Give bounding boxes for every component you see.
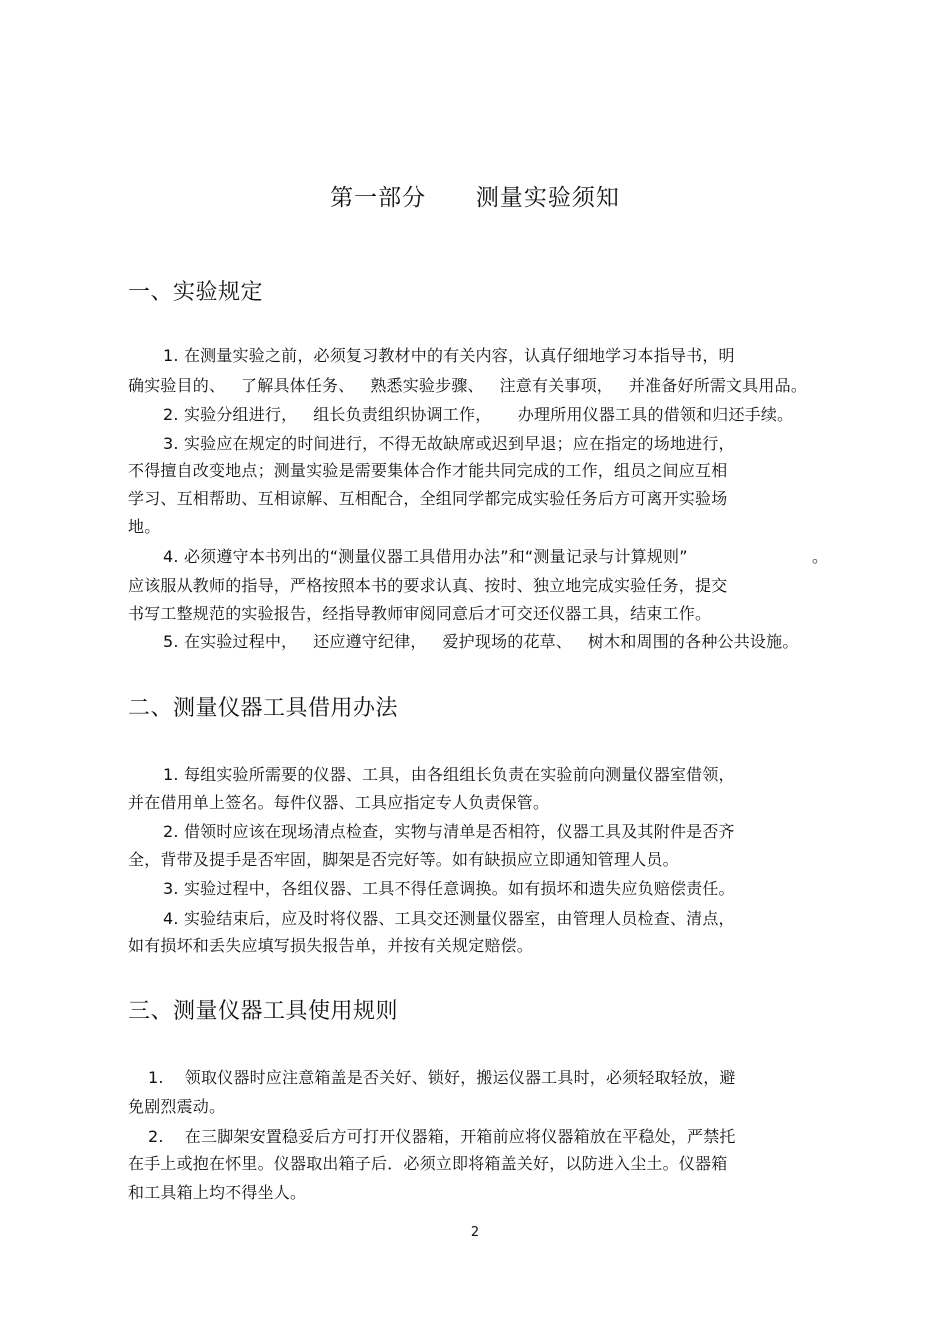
- paragraph-line: 应该服从教师的指导，严格按照本书的要求认真、按时、独立地完成实验任务，提交: [128, 576, 728, 595]
- paragraph-line: 不得擅自改变地点；测量实验是需要集体合作才能共同完成的工作，组员之间应互相: [128, 461, 728, 480]
- section-heading-2: 二、测量仪器工具借用办法: [128, 696, 399, 721]
- paragraph-line: 。: [812, 547, 829, 566]
- paragraph-line: 5. 在实验过程中， 还应遵守纪律， 爱护现场的花草、 树木和周围的各种公共设施。: [163, 632, 799, 651]
- paragraph-line: 2. 借领时应该在现场清点检查，实物与清单是否相符，仪器工具及其附件是否齐: [163, 822, 735, 841]
- paragraph-line: 免剧烈震动。: [128, 1097, 226, 1116]
- paragraph-line: 如有损坏和丢失应填写损失报告单，并按有关规定赔偿。: [128, 936, 534, 955]
- section-heading-3: 三、测量仪器工具使用规则: [128, 999, 399, 1024]
- paragraph-line: 和工具箱上均不得坐人。: [128, 1183, 307, 1202]
- paragraph-line: 1. 领取仪器时应注意箱盖是否关好、锁好，搬运仪器工具时，必须轻取轻放，避: [148, 1068, 736, 1087]
- paragraph-line: 1. 每组实验所需要的仪器、工具，由各组组长负责在实验前向测量仪器室借领，: [163, 765, 735, 784]
- paragraph-line: 在手上或抱在怀里。仪器取出箱子后．必须立即将箱盖关好，以防进入尘土。仪器箱: [128, 1154, 728, 1173]
- paragraph-line: 4. 实验结束后，应及时将仪器、工具交还测量仪器室，由管理人员检查、清点，: [163, 909, 735, 928]
- paragraph-line: 3. 实验过程中，各组仪器、工具不得任意调换。如有损坏和遗失应负赔偿责任。: [163, 879, 735, 898]
- section-heading-1: 一、实验规定: [128, 280, 264, 305]
- page-number: 2: [470, 1225, 480, 1240]
- paragraph-line: 学习、互相帮助、互相谅解、互相配合，全组同学都完成实验任务后方可离开实验场: [128, 489, 728, 508]
- paragraph-line: 确实验目的、 了解具体任务、 熟悉实验步骤、 注意有关事项， 并准备好所需文具用品。: [128, 376, 808, 395]
- paragraph-line: 3. 实验应在规定的时间进行，不得无故缺席或迟到早退；应在指定的场地进行，: [163, 434, 735, 453]
- paragraph-line: 地。: [128, 517, 161, 536]
- paragraph-line: 2. 实验分组进行， 组长负责组织协调工作， 办理所用仪器工具的借领和归还手续。: [163, 405, 794, 424]
- paragraph-line: 2. 在三脚架安置稳妥后方可打开仪器箱，开箱前应将仪器箱放在平稳处，严禁托: [148, 1127, 736, 1146]
- paragraph-line: 1. 在测量实验之前，必须复习教材中的有关内容，认真仔细地学习本指导书，明: [163, 346, 735, 365]
- paragraph-line: 4. 必须遵守本书列出的“测量仪器工具借用办法”和“测量记录与计算规则”: [163, 547, 688, 566]
- paragraph-line: 书写工整规范的实验报告，经指导教师审阅同意后才可交还仪器工具，结束工作。: [128, 604, 712, 623]
- paragraph-line: 并在借用单上签名。每件仪器、工具应指定专人负责保管。: [128, 793, 550, 812]
- paragraph-line: 全，背带及提手是否牢固，脚架是否完好等。如有缺损应立即通知管理人员。: [128, 850, 679, 869]
- page-title: 第一部分 测量实验须知: [330, 185, 620, 211]
